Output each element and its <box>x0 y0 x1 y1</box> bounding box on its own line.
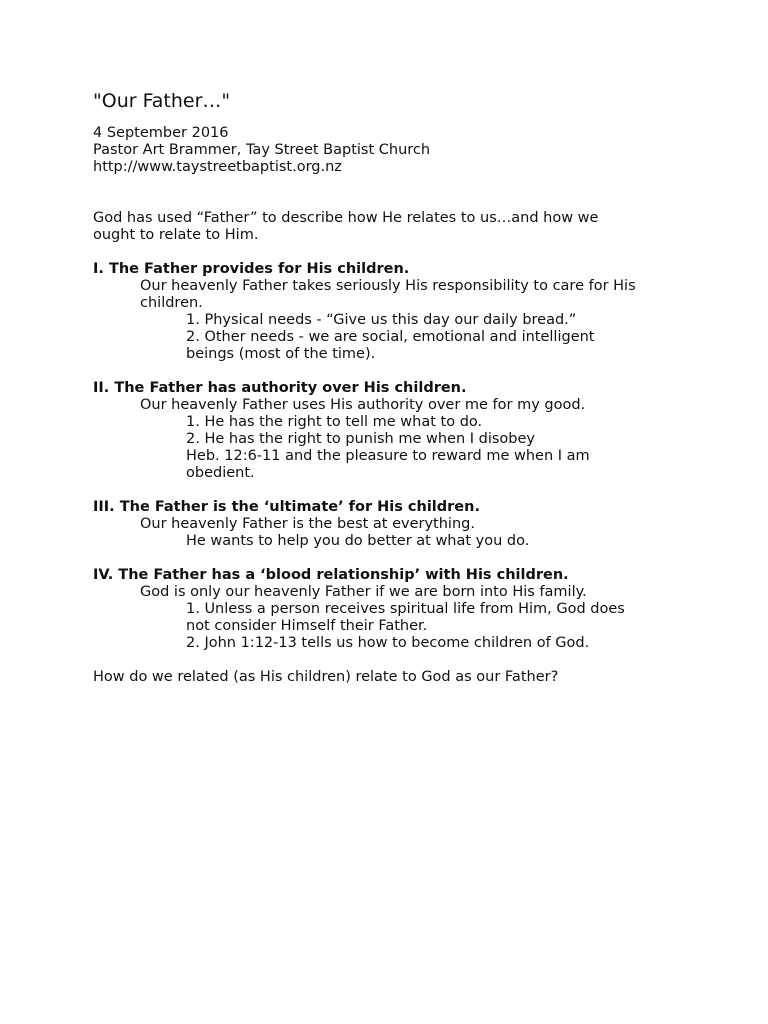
closing-question: How do we related (as His children) relate to God as our Father? <box>93 669 559 685</box>
document-url: http://www.taystreetbaptist.org.nz <box>93 159 342 175</box>
section-summary: children. <box>140 295 203 311</box>
section-point: obedient. <box>186 465 255 481</box>
section-point: 2. John 1:12-13 tells us how to become children of God. <box>186 635 590 651</box>
section-point: 1. Physical needs - “Give us this day our daily bread.” <box>186 312 577 328</box>
document-title: "Our Father…" <box>93 90 231 112</box>
section-summary: God is only our heavenly Father if we are born into His family. <box>140 584 587 600</box>
section-heading: II. The Father has authority over His children. <box>93 380 467 396</box>
section-summary: Our heavenly Father is the best at everything. <box>140 516 475 532</box>
section-summary: Our heavenly Father takes seriously His responsibility to care for His <box>140 278 636 294</box>
section-heading: III. The Father is the ‘ultimate’ for His children. <box>93 499 480 515</box>
intro-line: ought to relate to Him. <box>93 227 259 243</box>
section-point: 1. Unless a person receives spiritual life from Him, God does <box>186 601 625 617</box>
section-point: 2. Other needs - we are social, emotional and intelligent <box>186 329 595 345</box>
section-point: beings (most of the time). <box>186 346 376 362</box>
section-point: Heb. 12:6-11 and the pleasure to reward me when I am <box>186 448 590 464</box>
document-date: 4 September 2016 <box>93 125 229 141</box>
section-point: He wants to help you do better at what you do. <box>186 533 530 549</box>
intro-line: God has used “Father” to describe how He relates to us…and how we <box>93 210 599 226</box>
section-heading: IV. The Father has a ‘blood relationship’ with His children. <box>93 567 569 583</box>
section-point: not consider Himself their Father. <box>186 618 428 634</box>
document-author: Pastor Art Brammer, Tay Street Baptist Church <box>93 142 431 158</box>
document-page <box>93 89 693 686</box>
section-summary: Our heavenly Father uses His authority over me for my good. <box>140 397 586 413</box>
section-heading: I. The Father provides for His children. <box>93 261 410 277</box>
section-point: 1. He has the right to tell me what to do. <box>186 414 483 430</box>
section-point: 2. He has the right to punish me when I disobey <box>186 431 536 447</box>
